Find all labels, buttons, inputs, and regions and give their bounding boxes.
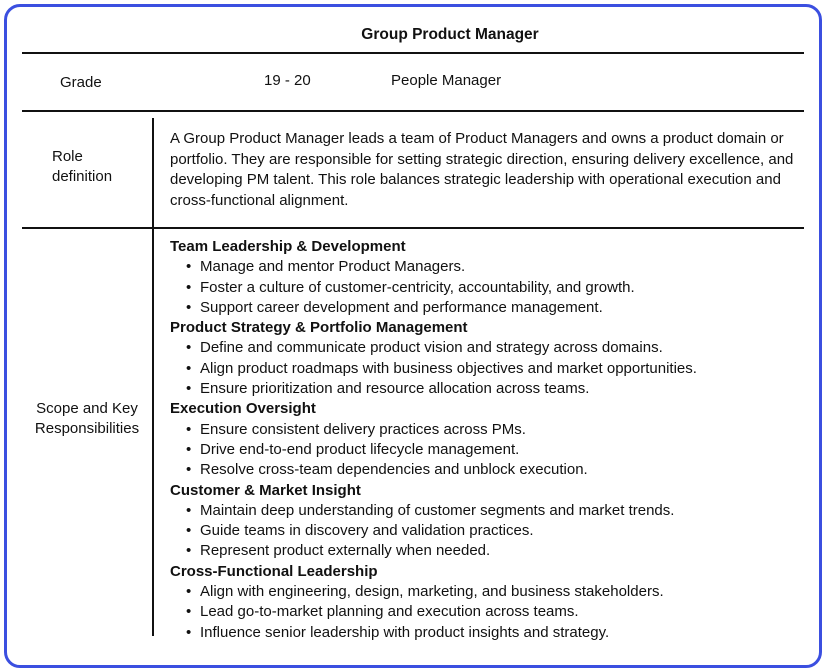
scope-label [22, 399, 152, 439]
responsibilities-list [170, 237, 800, 643]
section-heading: Team Leadership & Development [170, 238, 406, 255]
list-item [170, 521, 800, 541]
grade-type: People Manager [391, 72, 502, 89]
list-item [170, 257, 800, 277]
list-item [170, 582, 800, 602]
list-item-text: Drive end-to-end product lifecycle management. [200, 440, 520, 458]
bullet-icon: • [186, 359, 192, 377]
bullet-icon: • [186, 522, 192, 540]
divider [22, 110, 804, 112]
list-item-text: Support career development and performance management. [200, 298, 603, 316]
label-line: Scope and Key [36, 400, 138, 417]
list-item [170, 278, 800, 298]
list-item-text: Align product roadmaps with business objectives and market opportunities. [200, 359, 697, 377]
bullet-icon: • [186, 461, 192, 479]
list-item [170, 623, 800, 643]
section-heading: Cross-Functional Leadership [170, 562, 378, 580]
responsibility-section [170, 399, 800, 480]
section-heading: Customer & Market Insight [170, 481, 361, 499]
list-item-text: Guide teams in discovery and validation practices. [200, 522, 534, 540]
list-item [170, 359, 800, 379]
role-definition-text: A Group Product Manager leads a team of Product Managers and owns a product domain or portfolio. They are responsible for setting strategic direction, ensuring delivery excellence, and developing PM talent. This role balances strategic leadership with operational execution and cross-functional alignment. [170, 130, 794, 209]
list-item [170, 420, 800, 440]
bullet-icon: • [186, 603, 192, 621]
responsibility-section [170, 318, 800, 399]
list-item [170, 298, 800, 318]
list-item-text: Represent product externally when needed. [200, 542, 491, 560]
list-item [170, 440, 800, 460]
list-item-text: Ensure consistent delivery practices across PMs. [200, 420, 526, 438]
list-item-text: Influence senior leadership with product insights and strategy. [200, 623, 610, 641]
bullet-icon: • [186, 278, 192, 296]
role-definition-label [52, 147, 112, 187]
list-item-text: Resolve cross-team dependencies and unblock execution. [200, 461, 588, 479]
responsibility-section [170, 562, 800, 643]
responsibility-section [170, 481, 800, 562]
section-heading: Product Strategy & Portfolio Management [170, 319, 468, 337]
bullet-icon: • [186, 583, 192, 601]
bullet-icon: • [186, 420, 192, 438]
divider [22, 227, 804, 229]
list-item [170, 460, 800, 480]
list-item-text: Maintain deep understanding of customer segments and market trends. [200, 501, 675, 519]
bullet-icon: • [186, 501, 192, 519]
column-divider [152, 118, 154, 636]
list-item-text: Define and communicate product vision and strategy across domains. [200, 339, 663, 357]
list-item-text: Lead go-to-market planning and execution across teams. [200, 603, 579, 621]
list-item [170, 541, 800, 561]
label-line: Role [52, 148, 83, 165]
list-item [170, 379, 800, 399]
bullet-icon: • [186, 258, 192, 276]
list-item [170, 338, 800, 358]
divider [22, 52, 804, 54]
label-line: Responsibilities [34, 420, 140, 437]
section-heading: Execution Oversight [170, 400, 316, 418]
responsibility-section [170, 237, 800, 318]
bullet-icon: • [186, 339, 192, 357]
list-item-text: Manage and mentor Product Managers. [200, 258, 466, 276]
label-line: definition [52, 168, 113, 185]
page-title: Group Product Manager [361, 26, 539, 43]
list-item-text: Align with engineering, design, marketing, and business stakeholders. [200, 583, 664, 601]
list-item [170, 602, 800, 622]
list-item [170, 501, 800, 521]
bullet-icon: • [186, 440, 192, 458]
bullet-icon: • [186, 298, 192, 316]
list-item-text: Foster a culture of customer-centricity, accountability, and growth. [200, 278, 635, 296]
grade-value: 19 - 20 [264, 72, 311, 89]
bullet-icon: • [186, 380, 192, 398]
list-item-text: Ensure prioritization and resource allocation across teams. [200, 380, 590, 398]
grade-label: Grade [60, 74, 102, 91]
bullet-icon: • [186, 542, 192, 560]
bullet-icon: • [186, 623, 192, 641]
